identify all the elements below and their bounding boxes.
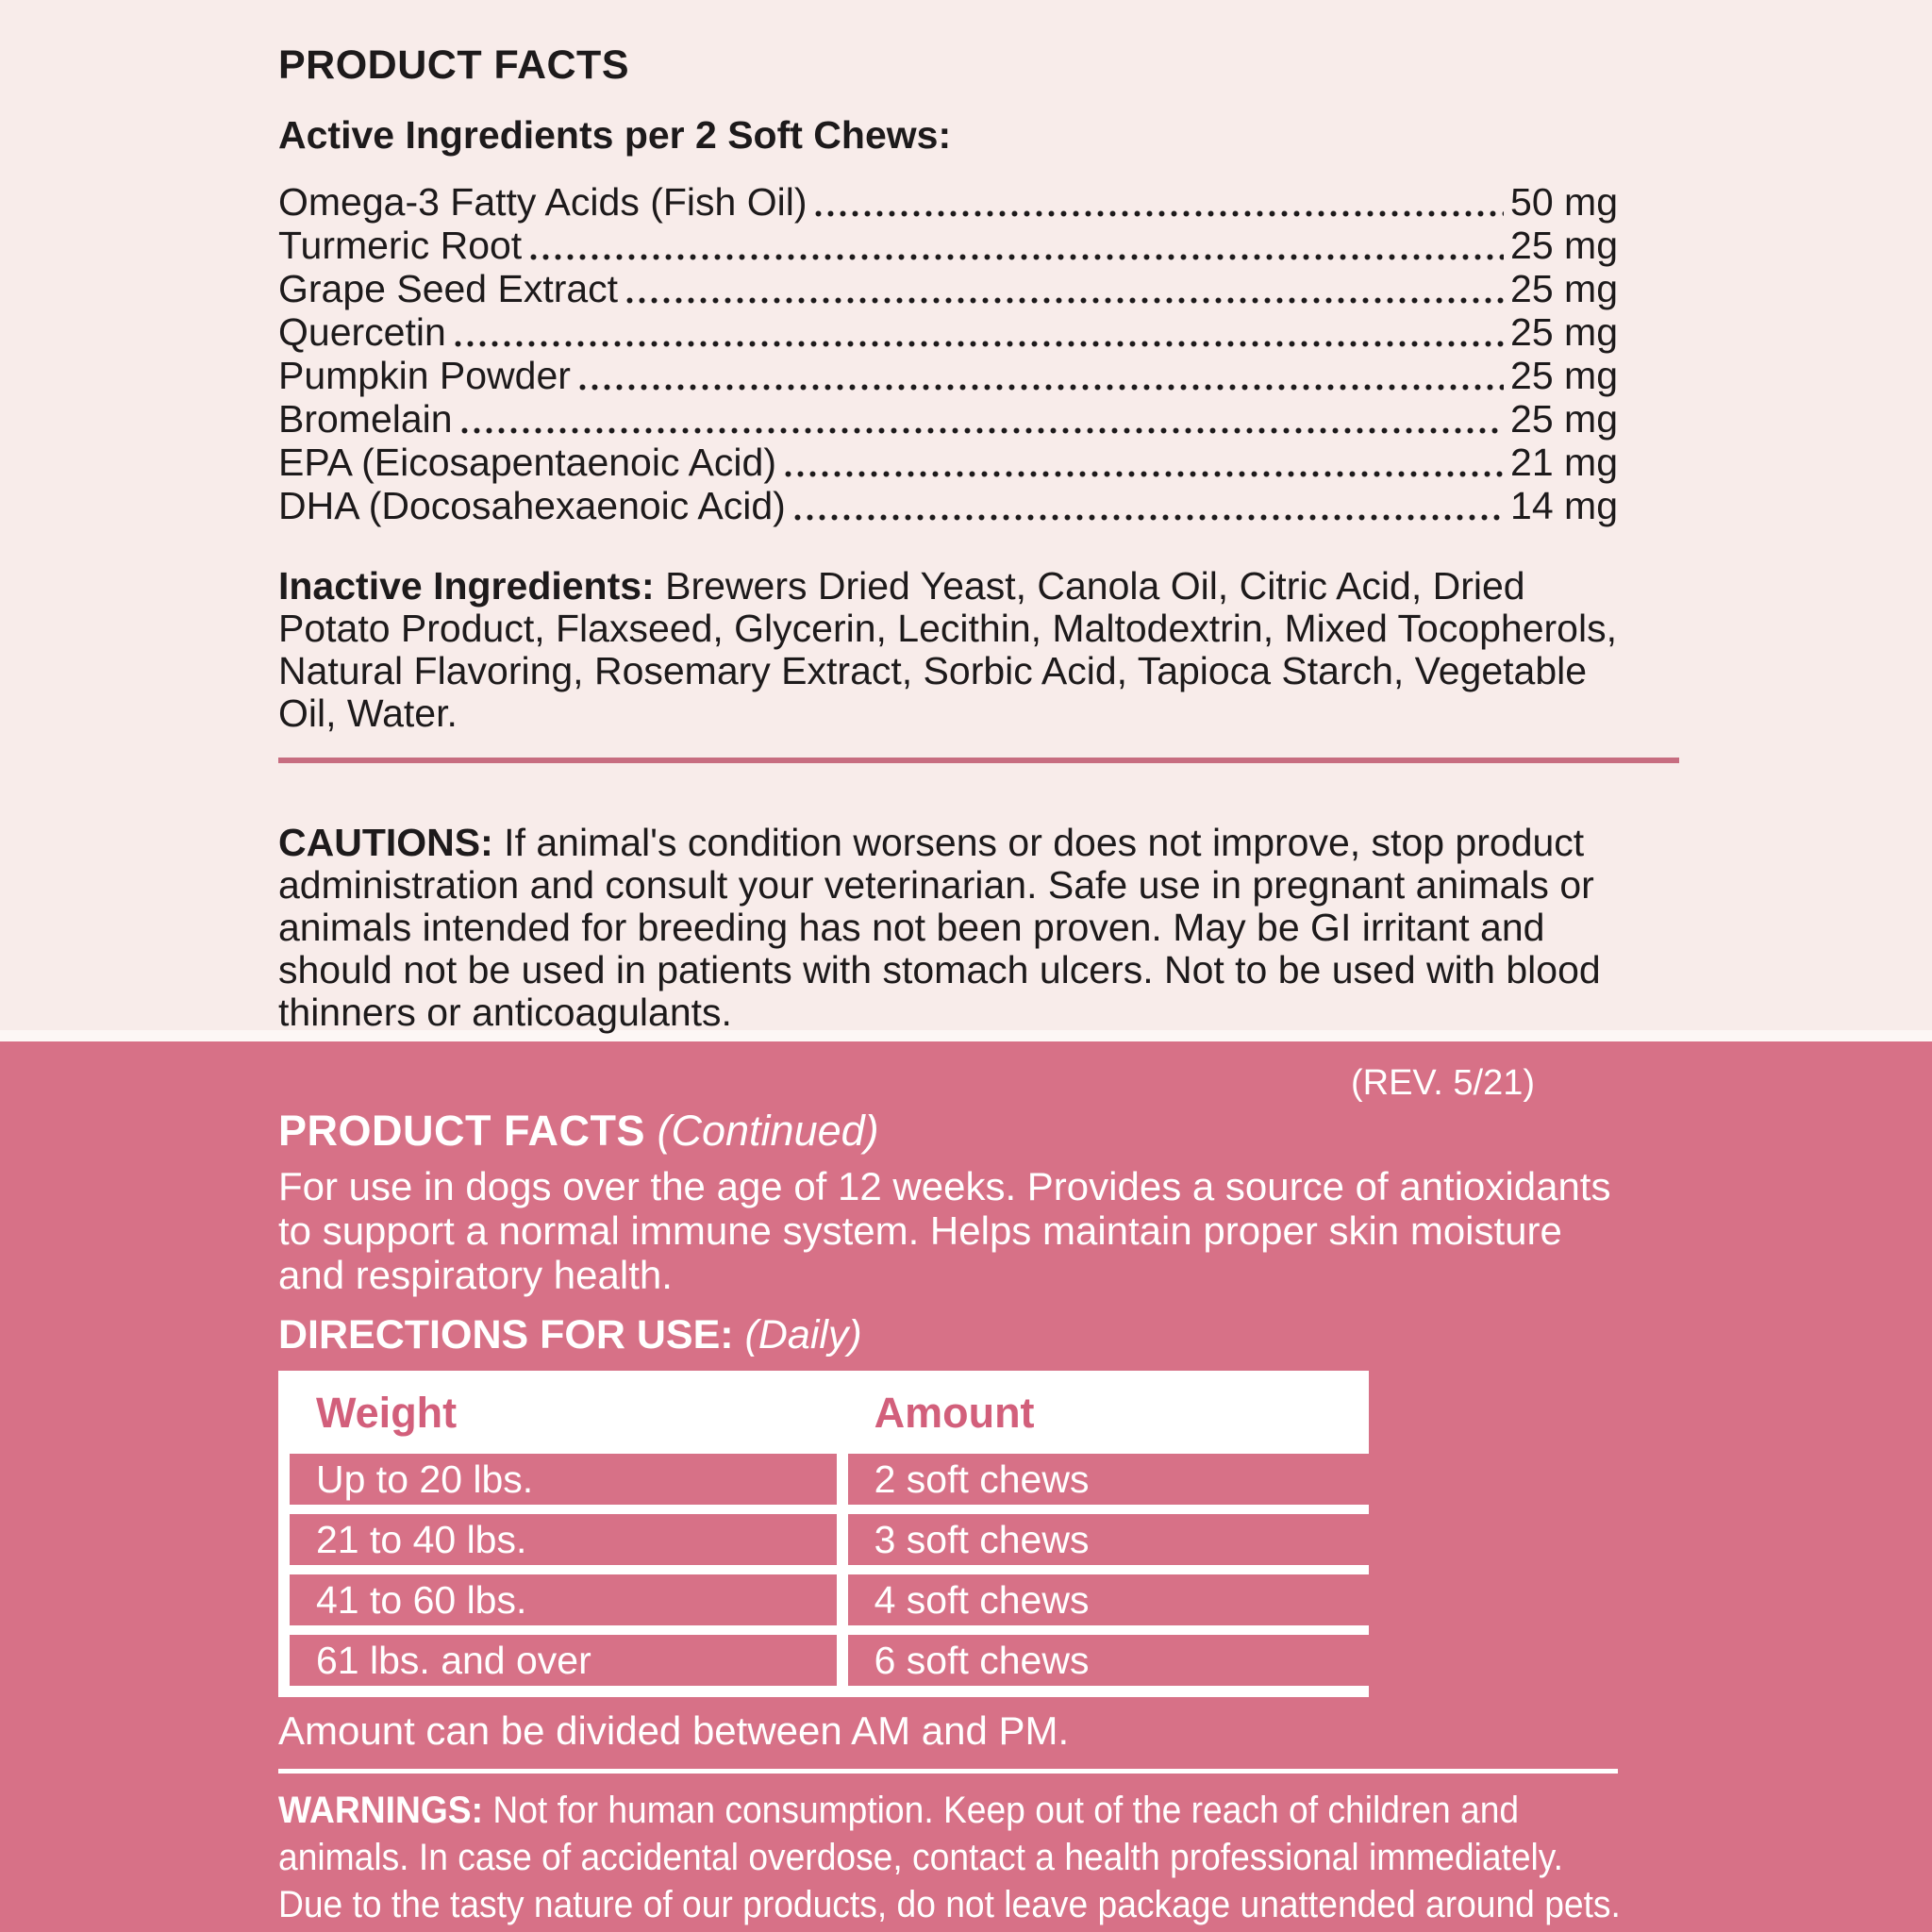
table-cell-amount: 6 soft chews	[848, 1635, 1369, 1686]
cautions-label: CAUTIONS:	[278, 821, 493, 864]
ingredient-row	[278, 354, 1618, 397]
cautions-text: If animal's condition worsens or does not improve, stop product administration and consult your veterinarian. Safe use in pregnant animals or animals intended for breeding has not been proven. May be GI irritant and should not be used in patients with stomach ulcers. Not to be used with blood thinners or anticoagulants.	[278, 821, 1601, 1034]
ingredient-amount: 14 mg	[1510, 484, 1618, 527]
dosage-note: Amount can be divided between AM and PM.	[278, 1708, 1070, 1753]
warnings-label: WARNINGS:	[278, 1790, 483, 1831]
dotted-leader	[794, 514, 1504, 521]
ingredient-row	[278, 224, 1618, 267]
ingredient-name: DHA (Docosahexaenoic Acid)	[278, 484, 786, 527]
directions-label: DIRECTIONS FOR USE:	[278, 1312, 734, 1357]
ingredient-amount: 25 mg	[1510, 397, 1618, 441]
ingredient-name: Bromelain	[278, 397, 453, 441]
table-cell-amount: 3 soft chews	[848, 1514, 1369, 1565]
cautions	[278, 822, 1618, 1034]
ingredient-name: Quercetin	[278, 310, 446, 354]
ingredient-row	[278, 180, 1618, 224]
inactive-ingredients	[278, 565, 1618, 735]
product-facts-continued-panel	[0, 1041, 1932, 1932]
ingredient-row	[278, 310, 1618, 354]
table-cell-weight: 21 to 40 lbs.	[290, 1514, 837, 1565]
warnings-divider	[278, 1769, 1618, 1774]
table-header-weight: Weight	[290, 1382, 837, 1444]
ingredient-name: Omega-3 Fatty Acids (Fish Oil)	[278, 180, 808, 224]
table-cell-weight: Up to 20 lbs.	[290, 1454, 837, 1505]
section-divider	[278, 758, 1679, 763]
ingredient-name: EPA (Eicosapentaenoic Acid)	[278, 441, 776, 484]
dotted-leader	[626, 297, 1504, 304]
ingredient-amount: 25 mg	[1510, 224, 1618, 267]
table-header-amount: Amount	[848, 1382, 1369, 1444]
ingredient-amount: 25 mg	[1510, 310, 1618, 354]
usage-description: For use in dogs over the age of 12 weeks. Provides a source of antioxidants to support a normal immune system. Helps maintain proper skin moisture and respiratory health.	[278, 1164, 1611, 1297]
active-ingredients-heading: Active Ingredients per 2 Soft Chews:	[278, 113, 952, 157]
ingredient-amount: 50 mg	[1510, 180, 1618, 224]
dotted-leader	[815, 210, 1504, 217]
directions-heading	[278, 1312, 1618, 1357]
ingredient-row	[278, 267, 1618, 310]
ingredient-row	[278, 441, 1618, 484]
table-cell-amount: 2 soft chews	[848, 1454, 1369, 1505]
product-facts-continued-title	[278, 1108, 1618, 1155]
ingredient-amount: 25 mg	[1510, 354, 1618, 397]
product-facts-title: PRODUCT FACTS	[278, 42, 629, 88]
dotted-leader	[530, 254, 1504, 260]
ingredient-name: Grape Seed Extract	[278, 267, 619, 310]
directions-suffix: (Daily)	[744, 1312, 862, 1357]
dotted-leader	[455, 341, 1504, 347]
table-cell-weight: 41 to 60 lbs.	[290, 1574, 837, 1625]
dotted-leader	[461, 427, 1504, 434]
ingredient-name: Turmeric Root	[278, 224, 523, 267]
dotted-leader	[579, 384, 1504, 391]
active-ingredients-list	[278, 180, 1618, 527]
inactive-ingredients-label: Inactive Ingredients:	[278, 564, 655, 608]
ingredient-amount: 21 mg	[1510, 441, 1618, 484]
ingredient-amount: 25 mg	[1510, 267, 1618, 310]
dotted-leader	[785, 471, 1504, 477]
ingredient-row	[278, 484, 1618, 527]
continued-suffix: (Continued)	[657, 1107, 879, 1155]
revision-code: (REV. 5/21)	[1350, 1063, 1535, 1103]
table-cell-weight: 61 lbs. and over	[290, 1635, 837, 1686]
inactive-ingredients-text: Brewers Dried Yeast, Canola Oil, Citric Acid, Dried Potato Product, Flaxseed, Glycerin, Lecithin, Maltodextrin, Mixed Tocopherols, Natural Flavoring, Rosemary Extract, Sorbic Acid, Tapioca Starch, Vegetable Oil, Water.	[278, 564, 1617, 735]
warnings-text: Not for human consumption. Keep out of the reach of children and animals. In case of accidental overdose, contact a health professional immediately. Due to the tasty nature of our products, do not leave package unattended around pets.	[278, 1790, 1621, 1925]
continued-title-text: PRODUCT FACTS	[278, 1107, 645, 1155]
dosage-table	[278, 1371, 1369, 1697]
warnings	[278, 1787, 1621, 1928]
ingredient-name: Pumpkin Powder	[278, 354, 571, 397]
ingredient-row	[278, 397, 1618, 441]
table-cell-amount: 4 soft chews	[848, 1574, 1369, 1625]
